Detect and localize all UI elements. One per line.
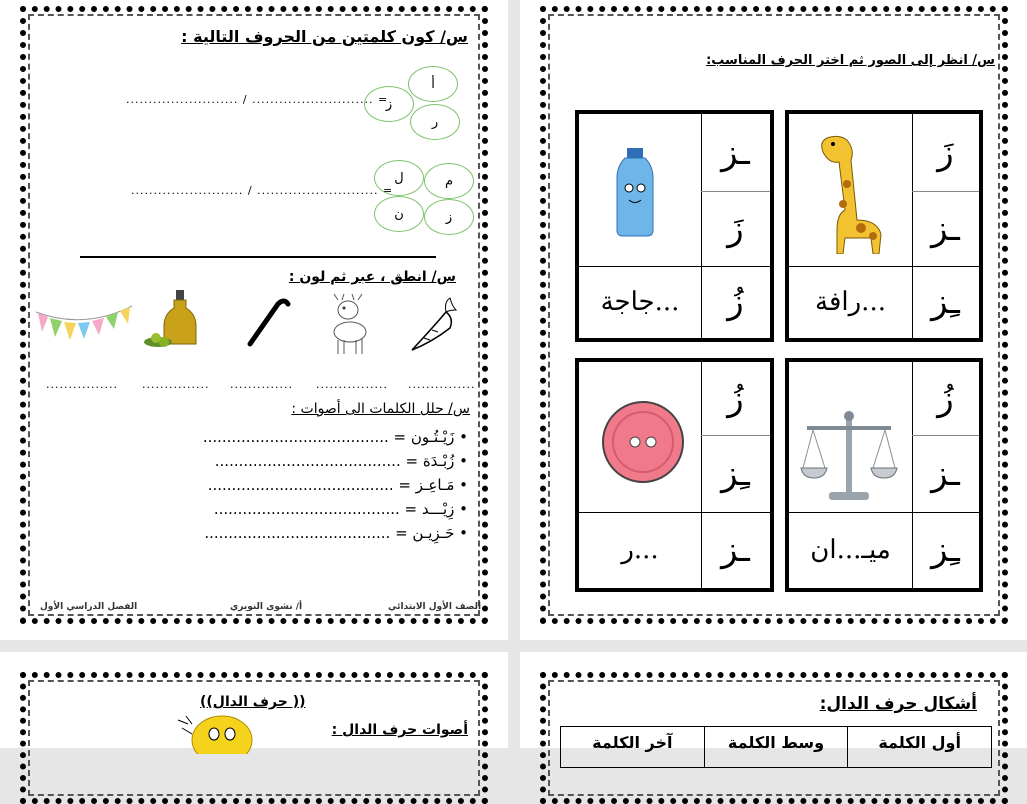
letter-circle: ر xyxy=(410,104,460,140)
letter-choice-card xyxy=(785,110,983,342)
letter-option[interactable]: ـِز xyxy=(931,282,960,322)
letter-option[interactable]: ـِز xyxy=(931,530,960,570)
letter-option[interactable]: زُ xyxy=(727,378,744,419)
list-item: • زَيْـتُـون = ....................................... xyxy=(202,428,468,446)
letter-choice-card xyxy=(785,358,983,592)
carrot-icon xyxy=(406,294,462,354)
scale-icon xyxy=(799,410,899,504)
letter-choice-card xyxy=(575,110,774,342)
letter-circle: ز xyxy=(424,199,474,235)
word-blank: ...رافة xyxy=(815,287,886,317)
list-item: • زِيْـــد = ....................................... xyxy=(213,500,468,518)
letter-forms-table xyxy=(560,726,992,768)
worksheet-page-1 xyxy=(0,0,508,640)
letter-option[interactable]: ـز xyxy=(931,208,960,249)
letter-circle: ن xyxy=(374,196,424,232)
letter-option[interactable]: ـز xyxy=(721,132,750,173)
water-bottle-icon xyxy=(611,146,659,238)
q-title: س/ انظر إلى الصور ثم اختر الحرف المناسب: xyxy=(706,53,995,68)
letter-option[interactable]: ـز xyxy=(721,530,750,570)
q2-title: س/ انطق ، عبر ثم لون : xyxy=(288,269,456,285)
blank-line[interactable]: ............... xyxy=(142,378,210,391)
footer-grade: الصف الأول الابتدائي xyxy=(388,602,482,612)
letter-circle: أ xyxy=(408,66,458,102)
section-subtitle: أصوات حرف الدال : xyxy=(331,722,468,738)
footer-teacher: أ/ نشوى النويري xyxy=(230,602,303,612)
letter-circle: م xyxy=(424,163,474,199)
cane-icon xyxy=(244,294,292,348)
letter-option[interactable]: زَ xyxy=(727,208,744,249)
footer-term: الفصل الدراسي الأول xyxy=(40,602,138,612)
letter-option[interactable]: زُ xyxy=(937,378,954,419)
page-title: أشكال حرف الدال: xyxy=(819,694,977,714)
button-icon xyxy=(601,400,685,484)
word-analysis-list xyxy=(150,428,468,548)
answer-line[interactable]: ......................... / ........................... = xyxy=(126,93,389,106)
letter-option[interactable]: زَ xyxy=(937,132,954,173)
table-header: آخر الكلمة xyxy=(592,733,673,752)
table-header: أول الكلمة xyxy=(847,727,991,767)
worksheet-page-3 xyxy=(0,652,508,748)
letter-circle: ز xyxy=(364,86,414,122)
page-title: (( حرف الدال)) xyxy=(200,694,306,710)
smiley-icon xyxy=(172,710,256,754)
bunting-icon xyxy=(34,300,134,350)
giraffe-icon xyxy=(809,132,889,254)
divider xyxy=(80,256,436,258)
deer-icon xyxy=(320,292,376,358)
blank-line[interactable]: ................ xyxy=(316,378,388,391)
answer-line[interactable]: ......................... / ........................... = xyxy=(131,184,394,197)
blank-line[interactable]: ................ xyxy=(46,378,118,391)
letter-option[interactable]: ـِز xyxy=(721,453,750,494)
worksheet-page-4 xyxy=(520,652,1027,752)
letter-option[interactable]: زُ xyxy=(727,282,744,322)
q1-title: س/ كون كلمتين من الحروف التالية : xyxy=(181,27,468,46)
list-item: • حَـزِيـن = ....................................... xyxy=(204,524,468,542)
word-blank: ...ر xyxy=(621,535,659,565)
q3-title: س/ حلل الكلمات الى أصوات : xyxy=(291,401,470,417)
list-item: • زُبْـدَة = ....................................... xyxy=(214,452,468,470)
blank-line[interactable]: .............. xyxy=(230,378,293,391)
worksheet-page-2 xyxy=(520,0,1027,640)
word-blank: ميـ...ان xyxy=(810,535,891,565)
olive-oil-icon xyxy=(142,288,206,354)
word-blank: ...جاجة xyxy=(600,287,680,317)
list-item: • مَـاعِـز = ....................................... xyxy=(207,476,468,494)
letter-circle: ل xyxy=(374,160,424,196)
blank-line[interactable]: ............... xyxy=(408,378,476,391)
letter-option[interactable]: ـز xyxy=(931,453,960,494)
table-header: وسط الكلمة xyxy=(704,727,848,767)
letter-choice-card xyxy=(575,358,774,592)
